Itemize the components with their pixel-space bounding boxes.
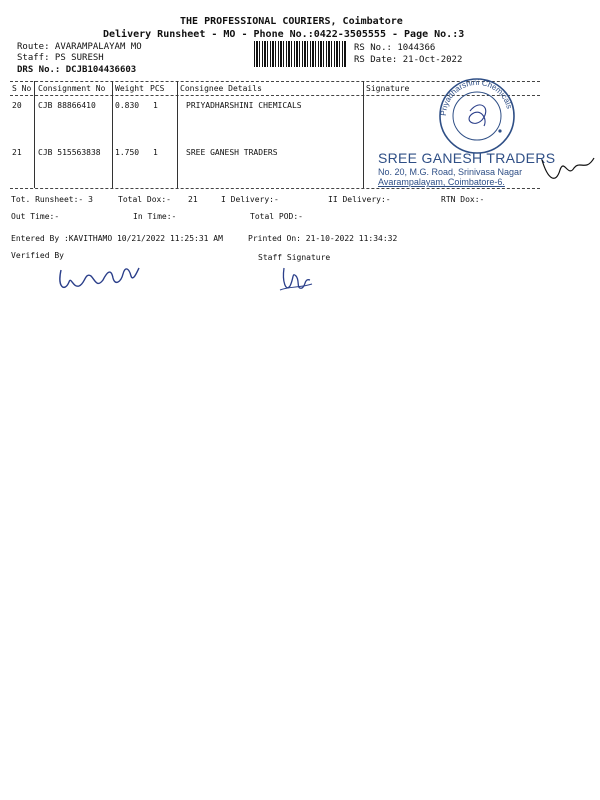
- out-time: Out Time:-: [11, 212, 60, 221]
- total-dox-label: Total Dox:-: [118, 195, 171, 204]
- barcode: [254, 41, 346, 67]
- i-delivery: I Delivery:-: [221, 195, 279, 204]
- row-consignment: CJB 515563838: [38, 148, 101, 157]
- divider: [10, 188, 540, 189]
- company-title: THE PROFESSIONAL COURIERS, Coimbatore: [180, 16, 403, 27]
- row-sno: 20: [12, 101, 22, 110]
- column-divider: [177, 81, 178, 188]
- consignee-signature: [538, 150, 598, 186]
- ii-delivery: II Delivery:-: [328, 195, 391, 204]
- col-header-signature: Signature: [366, 84, 410, 93]
- svg-text:Priyadharshini Chemicals: [439, 78, 514, 116]
- verifier-signature: [55, 258, 145, 298]
- row-pcs: 1: [153, 101, 158, 110]
- row-consignee: PRIYADHARSHINI CHEMICALS: [186, 101, 302, 110]
- col-header-pcs: PCS: [150, 84, 165, 93]
- staff-signature: [276, 264, 316, 298]
- round-stamp: [432, 76, 522, 156]
- rtn-dox: RTN Dox:-: [441, 195, 485, 204]
- col-header-consignee: Consignee Details: [180, 84, 262, 93]
- rs-date: RS Date: 21-Oct-2022: [354, 55, 463, 65]
- total-pod: Total POD:-: [250, 212, 303, 221]
- entered-by: Entered By :KAVITHAMO 10/21/2022 11:25:31 AM: [11, 234, 223, 243]
- row-sno: 21: [12, 148, 22, 157]
- column-divider: [363, 81, 364, 188]
- route-label: Route: AVARAMPALAYAM MO: [17, 42, 142, 52]
- in-time: In Time:-: [133, 212, 177, 221]
- round-stamp-text: Priyadharshini Chemicals: [438, 77, 515, 117]
- verified-by-label: Verified By: [11, 251, 64, 260]
- row-weight: 0.830: [115, 101, 140, 110]
- col-header-consignment: Consignment No: [38, 84, 106, 93]
- company-stamp-city: Avarampalayam, Coimbatore-6.: [378, 177, 505, 187]
- staff-signature-label: Staff Signature: [258, 253, 331, 262]
- column-divider: [112, 81, 113, 188]
- row-weight: 1.750: [115, 148, 140, 157]
- row-consignee: SREE GANESH TRADERS: [186, 148, 278, 157]
- drs-number: DRS No.: DCJB104436603: [17, 65, 137, 75]
- rs-number: RS No.: 1044366: [354, 43, 436, 53]
- column-divider: [34, 81, 35, 188]
- company-stamp-address: No. 20, M.G. Road, Srinivasa Nagar: [378, 167, 523, 177]
- row-pcs: 1: [153, 148, 158, 157]
- col-header-weight: Weight: [115, 84, 144, 93]
- col-header-sno: S No: [12, 84, 32, 93]
- row-consignment: CJB 88866410: [38, 101, 96, 110]
- total-runsheet: Tot. Runsheet:- 3: [11, 195, 93, 204]
- total-dox-value: 21: [188, 195, 198, 204]
- runsheet-title: Delivery Runsheet - MO - Phone No.:0422-3505555 - Page No.:3: [103, 29, 465, 40]
- company-stamp: [378, 150, 555, 187]
- printed-on: Printed On: 21-10-2022 11:34:32: [248, 234, 398, 243]
- company-stamp-name: SREE GANESH TRADERS: [378, 150, 556, 166]
- staff-label: Staff: PS SURESH: [17, 53, 104, 63]
